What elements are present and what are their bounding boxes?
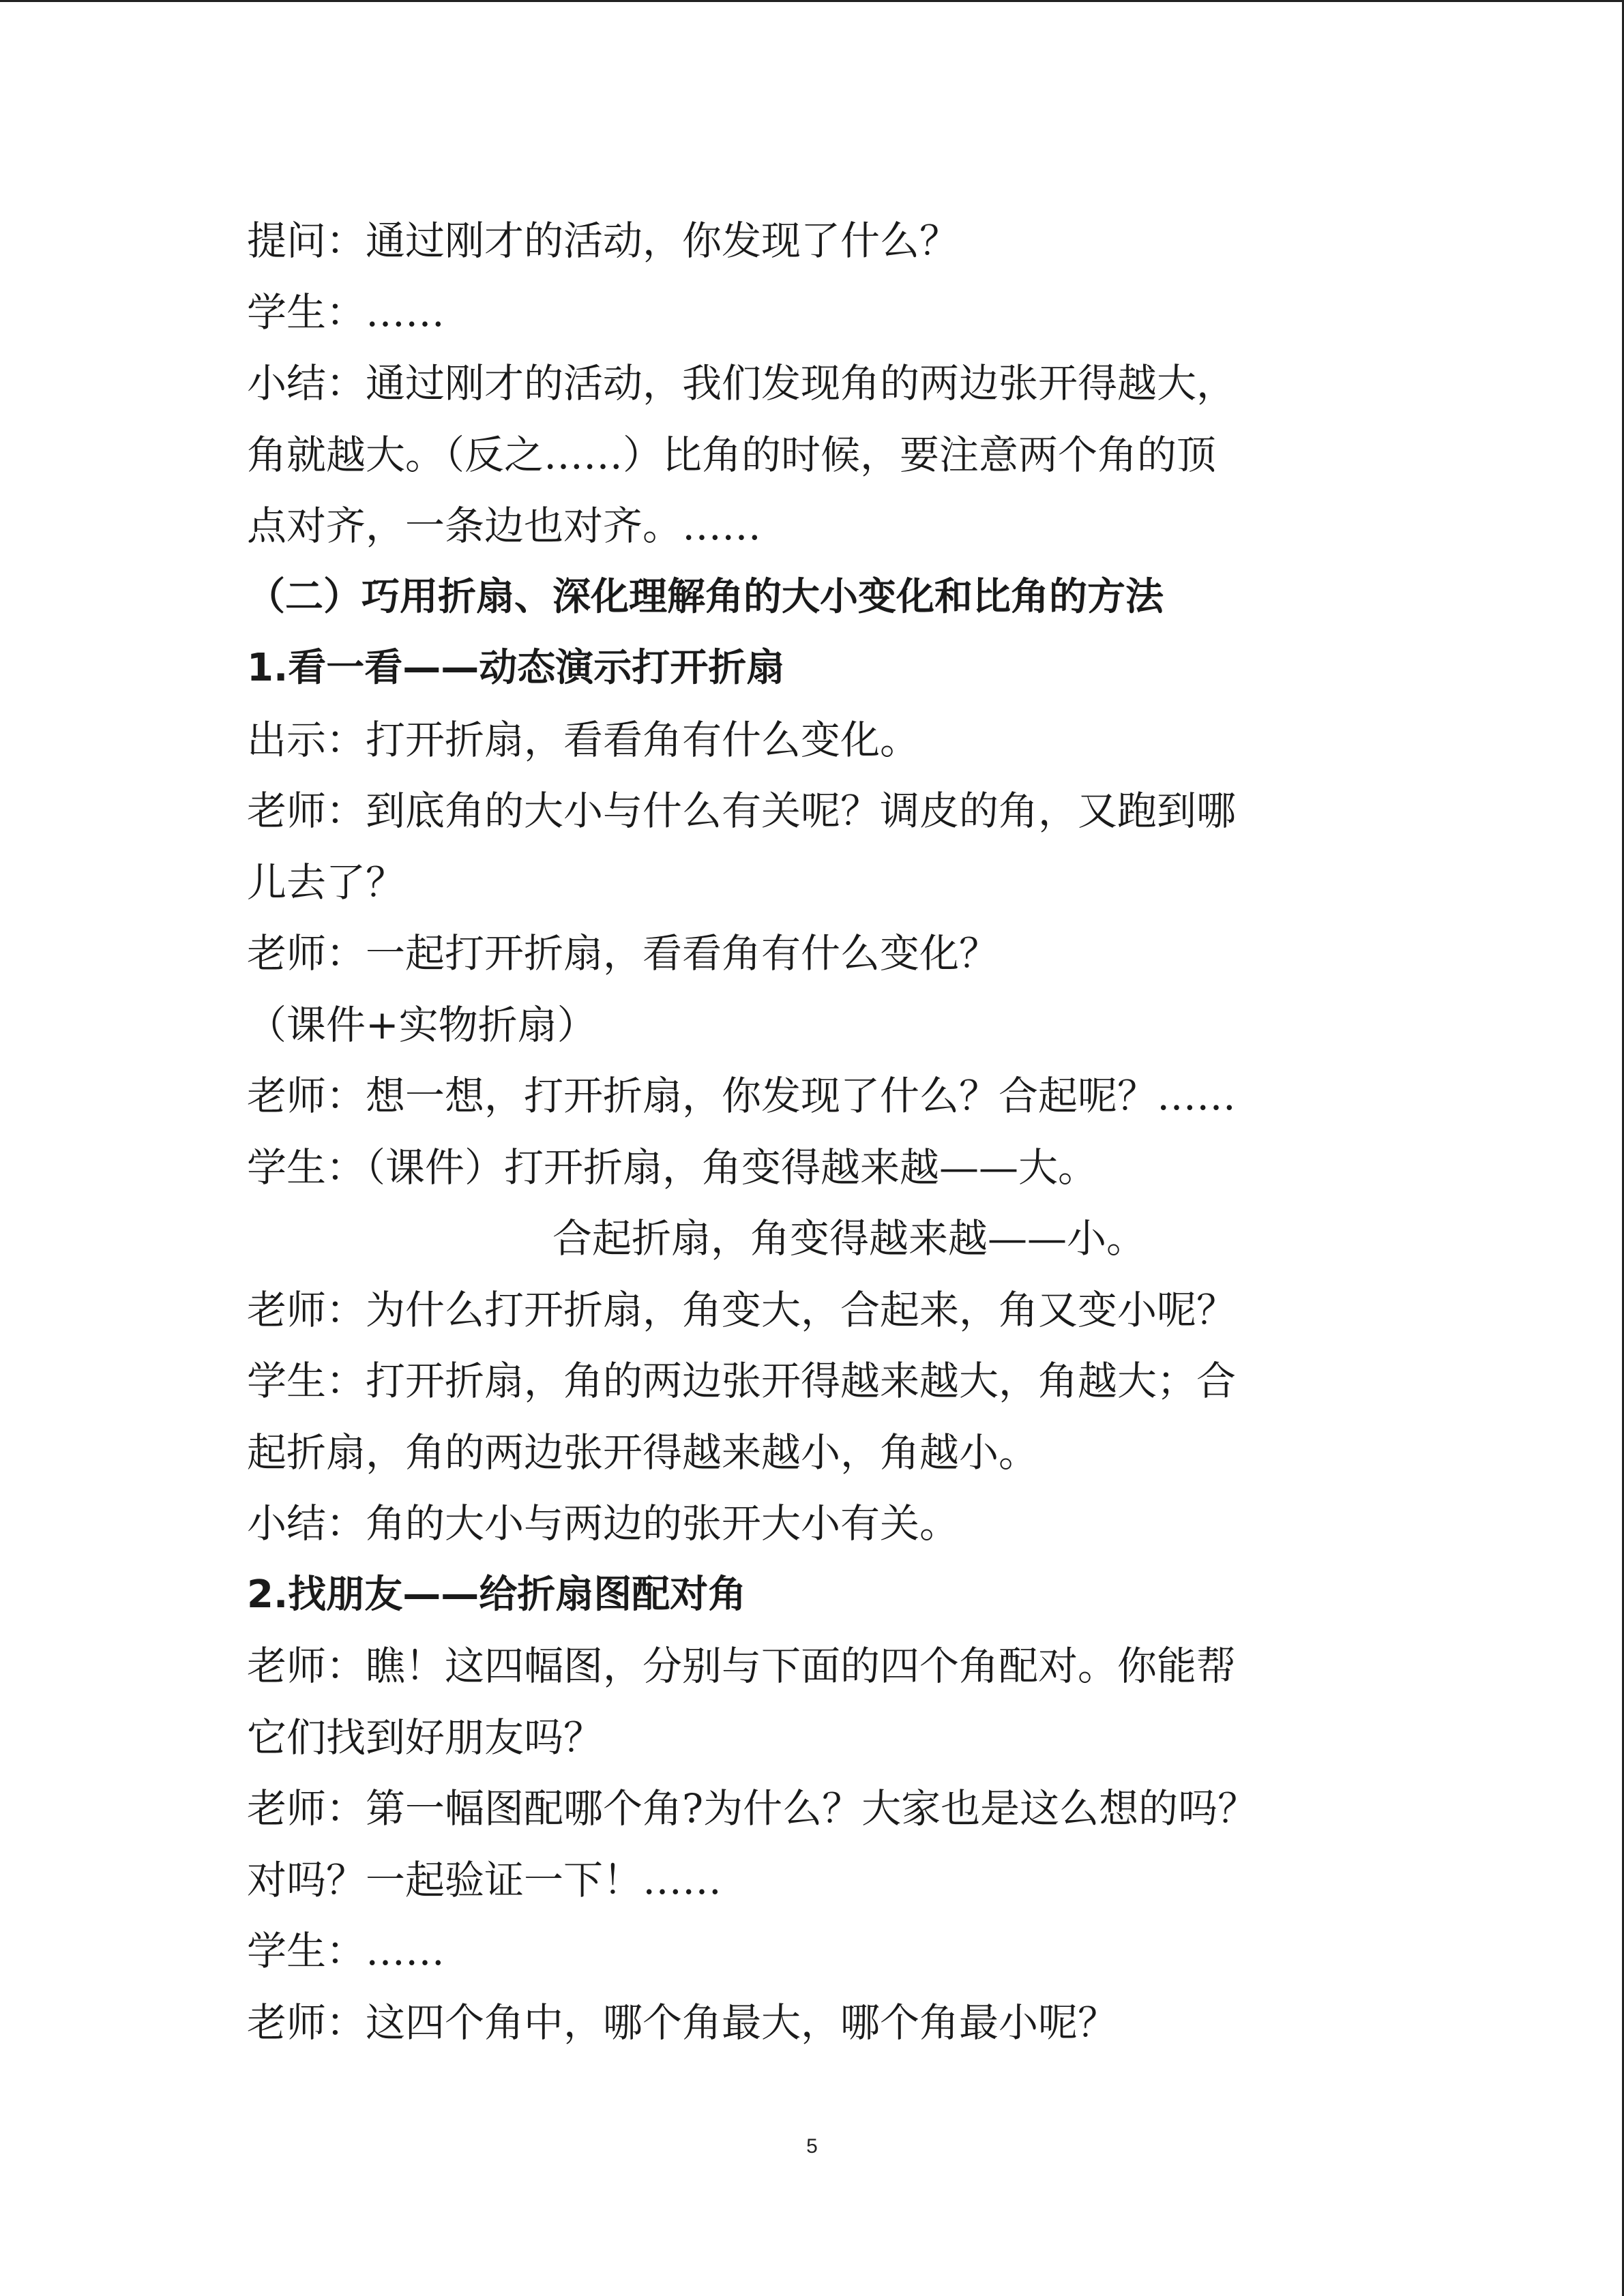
text-line-indented: 合起折扇，角变得越来越——小。 xyxy=(552,1215,1147,1262)
text-line: 学生：打开折扇，角的两边张开得越来越大，角越大；合 xyxy=(247,1358,1237,1404)
text-line: 学生：（课件）打开折扇，角变得越来越——大。 xyxy=(247,1144,1098,1191)
text-line: 学生：…… xyxy=(247,288,445,336)
text-line: 老师：一起打开折扇，看看角有什么变化？ xyxy=(247,930,999,976)
page-number: 5 xyxy=(806,2135,818,2158)
text-line: 它们找到好朋友吗？ xyxy=(247,1714,604,1761)
text-line: 老师：到底角的大小与什么有关呢？调皮的角，又跑到哪 xyxy=(247,788,1237,834)
text-line: 学生：…… xyxy=(247,1928,445,1974)
text-line: 老师：这四个角中，哪个角最大，哪个角最小呢？ xyxy=(247,1999,1118,2046)
subsection-heading: 1.看一看——动态演示打开折扇 xyxy=(247,646,785,690)
text-line: 点对齐，一条边也对齐。…… xyxy=(247,503,762,549)
text-line: 小结：通过刚才的活动，我们发现角的两边张开得越大， xyxy=(247,360,1237,406)
text-line: 老师：为什么打开折扇，角变大，合起来，角又变小呢？ xyxy=(247,1286,1237,1333)
text-line: 小结：角的大小与两边的张开大小有关。 xyxy=(247,1500,960,1547)
text-line: 老师：第一幅图配哪个角?为什么？大家也是这么想的吗？ xyxy=(247,1785,1258,1832)
text-line: 角就越大。（反之……）比角的时候，要注意两个角的顶 xyxy=(247,431,1217,478)
document-body xyxy=(247,205,1365,2058)
text-line: 提问：通过刚才的活动，你发现了什么？ xyxy=(247,218,960,264)
text-line: 儿去了？ xyxy=(247,859,406,906)
text-line: 老师：想一想，打开折扇，你发现了什么？合起呢？…… xyxy=(247,1073,1237,1119)
section-heading: （二）巧用折扇、深化理解角的大小变化和比角的方法 xyxy=(247,574,1164,619)
text-line: 老师：瞧！这四幅图，分别与下面的四个角配对。你能帮 xyxy=(247,1643,1237,1689)
text-line: 对吗？一起验证一下！…… xyxy=(247,1856,722,1903)
text-line: （课件+实物折扇） xyxy=(247,1001,597,1048)
text-line: 起折扇，角的两边张开得越来越小，角越小。 xyxy=(247,1429,1039,1476)
subsection-heading: 2.找朋友——给折扇图配对角 xyxy=(247,1572,747,1617)
text-line: 出示：打开折扇，看看角有什么变化。 xyxy=(247,716,920,763)
